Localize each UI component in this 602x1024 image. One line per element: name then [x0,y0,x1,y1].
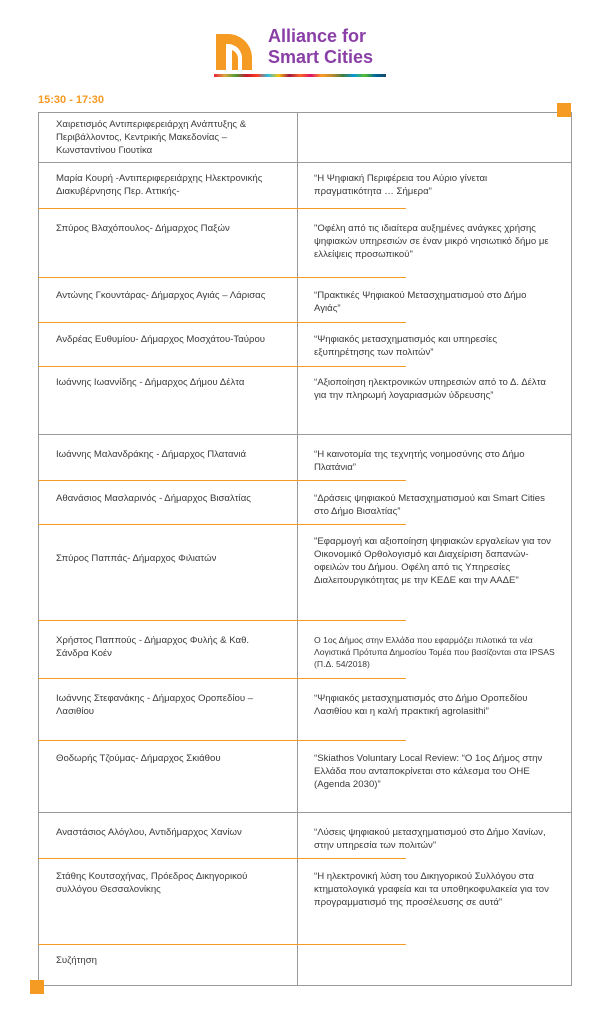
speaker-cell: Ιωάννης Ιωαννίδης - Δήμαρχος Δήμου Δέλτα [56,377,245,388]
logo-color-bar [214,74,386,77]
frame-right [571,112,572,986]
row-separator [38,366,406,367]
topic-cell: "Εφαρμογή και αξιοποίηση ψηφιακών εργαλείων για τον Οικονομικό Ορθολογισμό και Διαχείριση δαπανών-οφειλών του Δήμου. Οφέλη από τις Υπηρεσίες Διαλειτουργικότητας με την ΚΕΔΕ και την ΑΑΔΕ" [314,536,551,586]
row-separator [38,944,406,945]
topic-cell: “Αξιοποίηση ηλεκτρονικών υπηρεσιών από το Δ. Δέλτα για την πληρωμή λογαριασμών ύδρευσης” [314,377,546,401]
row-separator [38,858,406,859]
frame-bottom [38,985,572,986]
topic-cell: “Skiathos Voluntary Local Review: “Ο 1ος Δήμος στην Ελλάδα που ανταποκρίνεται στο κάλεσμα του ΟΗΕ (Agenda 2030)” [314,753,543,790]
corner-square-bottom-left [30,980,44,994]
row-separator [38,208,406,209]
speaker-cell: Χρήστος Παππούς - Δήμαρχος Φυλής & Καθ. Σάνδρα Κοέν [56,635,250,659]
speaker-cell: Θοδωρής Τζούμας- Δήμαρχος Σκιάθου [56,753,221,764]
topic-cell: “Η ηλεκτρονική λύση του Δικηγορικού Συλλόγου στα κτηματολογικά γραφεία και τα υποθηκοφυλακεία για τον προγραμματισμό της προσέλευσης σε αυτά” [314,871,549,908]
row-separator [38,277,406,278]
speaker-cell: Αναστάσιος Αλόγλου, Αντιδήμαρχος Χανίων [56,827,242,838]
topic-cell: "Οφέλη από τις ιδιαίτερα αυξημένες ανάγκες χρήσης ψηφιακών υπηρεσιών σε έναν μικρό νησιωτικό δήμο με ελλείψεις προσωπικού" [314,223,549,260]
speaker-cell: Μαρία Κουρή -Αντιπεριφερειάρχης Ηλεκτρονικής Διακυβέρνησης Περ. Αττικής- [56,173,263,197]
frame-top [38,112,572,113]
row-separator [38,740,406,741]
row-separator [38,678,406,679]
row-separator [38,480,406,481]
speaker-cell: Συζήτηση [56,955,97,966]
topic-cell: “Η Ψηφιακή Περιφέρεια του Αύριο γίνεται πραγματικότητα … Σήμερα” [314,173,488,197]
speaker-cell: Ιωάννης Στεφανάκης - Δήμαρχος Οροπεδίου – Λασιθίου [56,693,254,717]
column-divider [297,112,298,986]
logo-line-1: Alliance for [268,26,367,46]
logo [212,26,388,80]
topic-cell: “Λύσεις ψηφιακού μετασχηματισμού στο Δήμο Χανίων, στην υπηρεσία των πολιτών” [314,827,546,851]
row-separator [38,524,406,525]
row-separator [38,322,406,323]
topic-cell: “Η καινοτομία της τεχνητής νοημοσύνης στο Δήμο Πλατάνια” [314,449,525,473]
speaker-cell: Αθανάσιος Μασλαρινός - Δήμαρχος Βισαλτίας [56,493,251,504]
speaker-cell: Ανδρέας Ευθυμίου- Δήμαρχος Μοσχάτου-Ταύρου [56,334,266,345]
block-separator-1 [38,162,572,163]
frame-left [38,112,39,986]
topic-cell: “Ψηφιακός μετασχηματισμός και υπηρεσίες εξυπηρέτησης των πολιτών” [314,334,498,358]
speaker-cell: Χαιρετισμός Αντιπεριφερειάρχη Ανάπτυξης & Περιβάλλοντος, Κεντρικής Μακεδονίας – Κωνσταντίνου Γιουτίκα [56,119,247,156]
speaker-cell: Στάθης Κουτσοχήνας, Πρόεδρος Δικηγορικού συλλόγου Θεσσαλονίκης [56,871,248,895]
alliance-logo-icon [212,28,258,74]
row-separator [38,620,406,621]
topic-cell: “Πρακτικές Ψηφιακού Μετασχηματισμού στο Δήμο Αγιάς” [314,290,527,314]
session-time: 15:30 - 17:30 [38,94,105,106]
topic-cell: “Ψηφιακός μετασχηματισμός στο Δήμο Οροπεδίου Λασιθίου και η καλή πρακτική agrolasithi” [314,693,528,717]
logo-line-2: Smart Cities [268,47,374,67]
topic-cell: Ο 1ος Δήμος στην Ελλάδα που εφαρμόζει πιλοτικά τα νέα Λογιστικά Πρότυπα Δημοσίου Τομέα που βασίζονται στα IPSAS (Π.Δ. 54/2018) [314,635,555,669]
logo-text [268,26,373,68]
speaker-cell: Σπύρος Βλαχόπουλος- Δήμαρχος Παξών [56,223,230,234]
speaker-cell: Αντώνης Γκουντάρας- Δήμαρχος Αγιάς – Λάρισας [56,290,266,301]
speaker-cell: Ιωάννης Μαλανδράκης - Δήμαρχος Πλατανιά [56,449,247,460]
block-separator-3 [38,812,572,813]
speaker-cell: Σπύρος Παππάς- Δήμαρχος Φιλιατών [56,553,217,564]
topic-cell: “Δράσεις ψηφιακού Μετασχηματισμού και Smart Cities στο Δήμο Βισαλτίας” [314,493,545,517]
corner-square-top-right [557,103,571,117]
block-separator-2 [38,434,572,435]
